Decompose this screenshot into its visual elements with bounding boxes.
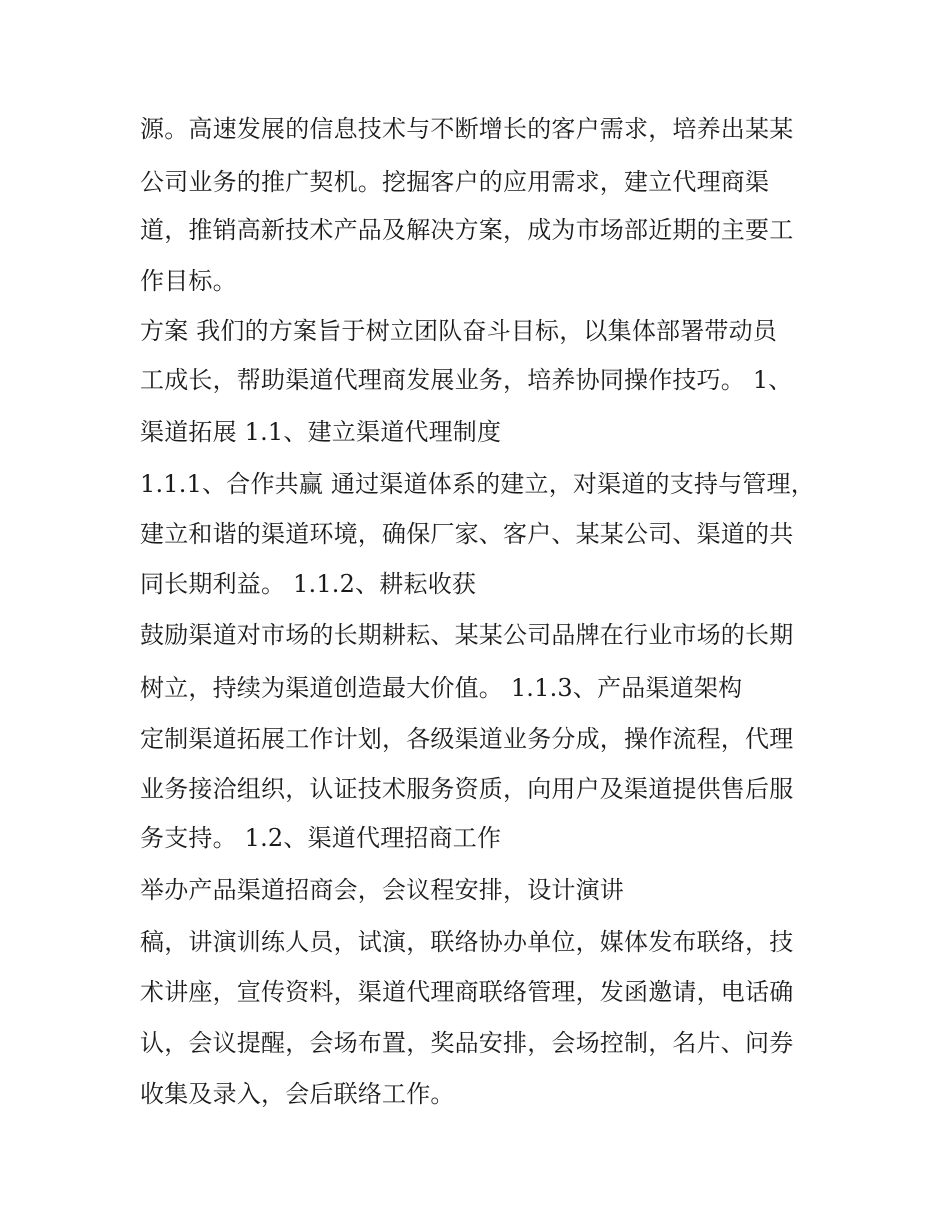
text-line-1: 源。高速发展的信息技术与不断增长的客户需求，培养出某某	[140, 115, 794, 143]
text-line-2: 公司业务的推广契机。挖掘客户的应用需求，建立代理商渠	[140, 168, 770, 196]
text-line-9: 建立和谐的渠道环境，确保厂家、客户、某某公司、渠道的共	[140, 520, 794, 548]
text-line-12: 树立，持续为渠道创造最大价值。 1.1.3、产品渠道架构	[140, 674, 743, 702]
text-line-15: 务支持。 1.2、渠道代理招商工作	[140, 824, 502, 852]
text-line-17: 稿，讲演训练人员，试演，联络协办单位，媒体发布联络，技	[140, 928, 794, 956]
text-line-11: 鼓励渠道对市场的长期耕耘、某某公司品牌在行业市场的长期	[140, 621, 794, 649]
text-line-14: 业务接洽组织，认证技术服务资质，向用户及渠道提供售后服	[140, 775, 794, 803]
text-line-19: 认，会议提醒，会场布置，奖品安排，会场控制，名片、问券	[140, 1029, 794, 1057]
text-line-7: 渠道拓展 1.1、建立渠道代理制度	[140, 418, 502, 446]
text-line-16: 举办产品渠道招商会，会议程安排，设计演讲	[140, 876, 624, 904]
text-line-20: 收集及录入，会后联络工作。	[140, 1080, 455, 1108]
text-line-18: 术讲座，宣传资料，渠道代理商联络管理，发函邀请，电话确	[140, 978, 794, 1006]
text-line-8: 1.1.1、合作共赢 通过渠道体系的建立，对渠道的支持与管理，	[140, 470, 815, 498]
text-line-6: 工成长，帮助渠道代理商发展业务，培养协同操作技巧。 1、	[140, 366, 793, 394]
text-line-10: 同长期利益。 1.1.2、耕耘收获	[140, 570, 477, 598]
text-line-4: 作目标。	[140, 267, 237, 295]
text-line-3: 道，推销高新技术产品及解决方案，成为市场部近期的主要工	[140, 216, 794, 244]
text-line-13: 定制渠道拓展工作计划，各级渠道业务分成，操作流程，代理	[140, 725, 794, 753]
text-line-5: 方案 我们的方案旨于树立团队奋斗目标，以集体部署带动员	[140, 317, 778, 345]
